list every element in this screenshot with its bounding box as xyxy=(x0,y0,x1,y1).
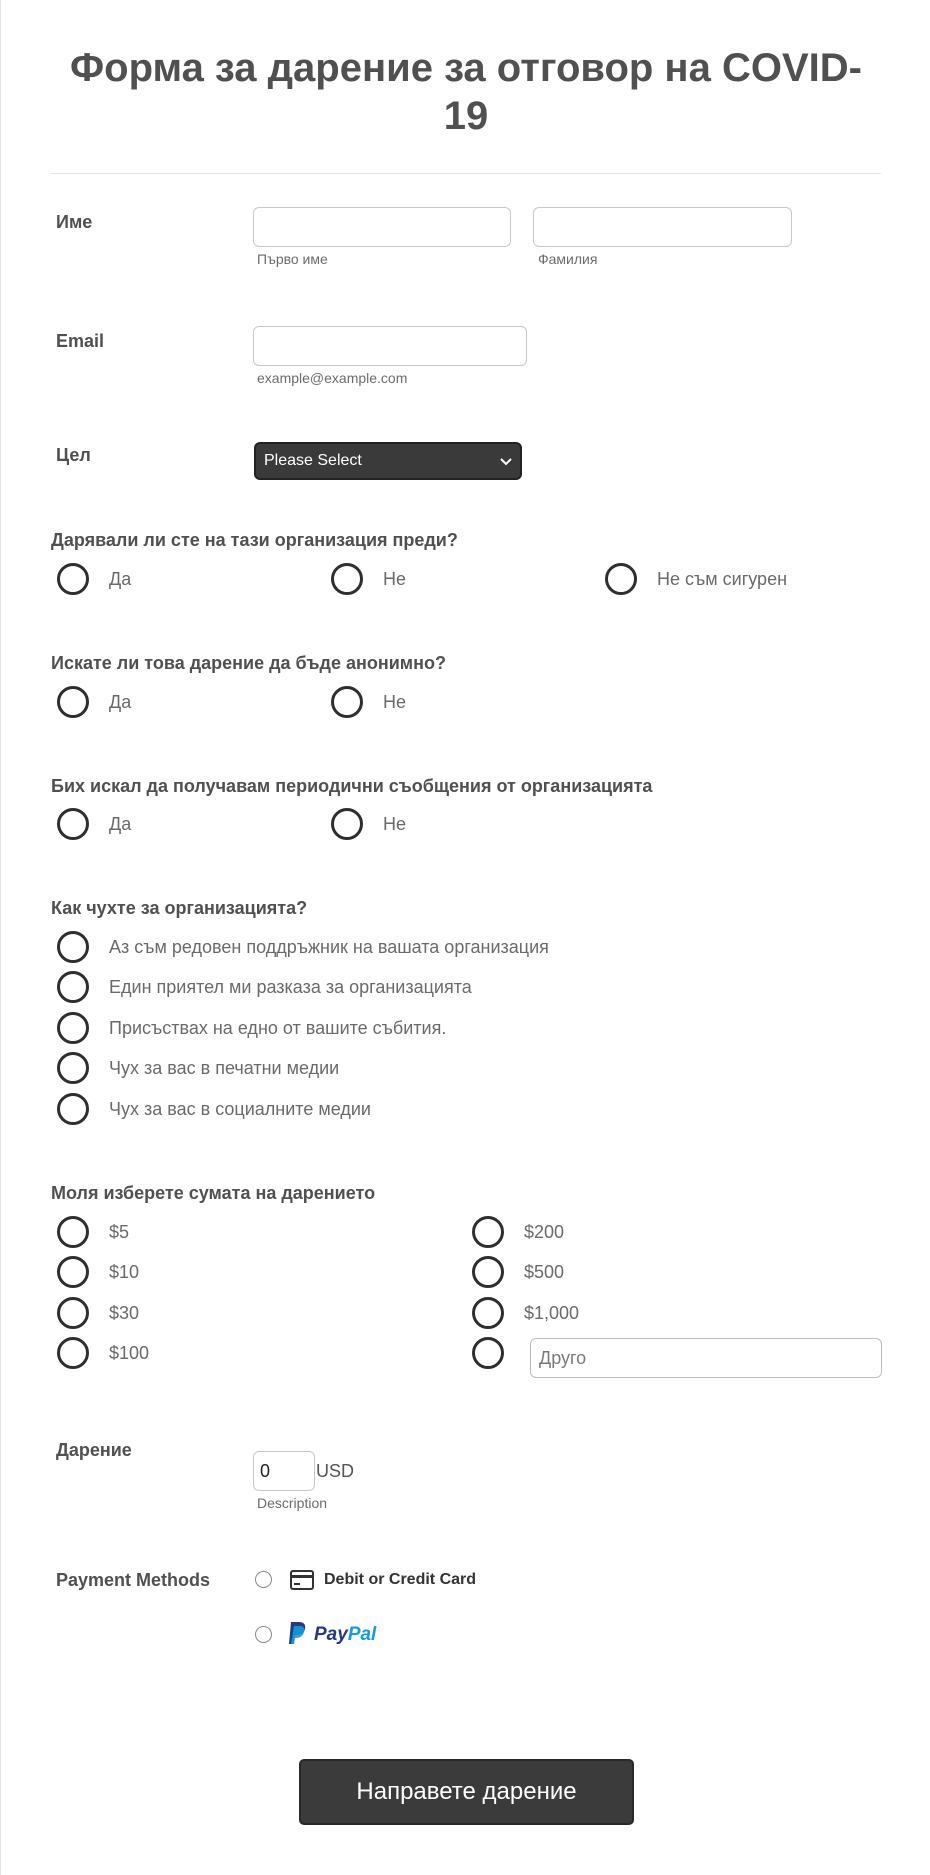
amount-10-label: $10 xyxy=(109,1262,140,1282)
email-sublabel: example@example.com xyxy=(257,370,408,386)
email-input[interactable] xyxy=(253,326,527,366)
goal-label: Цел xyxy=(56,445,91,465)
amount-200-radio[interactable] xyxy=(472,1216,504,1248)
donated-before-no-label: Не xyxy=(383,569,407,589)
donated-before-unsure-label: Не съм сигурен xyxy=(657,569,788,589)
donated-before-unsure-radio[interactable] xyxy=(605,563,637,595)
amount-500-radio[interactable] xyxy=(472,1256,504,1288)
heard-about-option-5-label: Чух за вас в социалните медии xyxy=(109,1099,371,1119)
amount-500-label: $500 xyxy=(524,1262,565,1282)
first-name-sublabel: Първо име xyxy=(257,251,328,267)
name-label: Име xyxy=(56,212,93,232)
donation-sublabel: Description xyxy=(257,1495,328,1511)
amount-question: Моля изберете сумата на дарението xyxy=(51,1183,376,1203)
donated-before-no-radio[interactable] xyxy=(331,563,363,595)
chevron-down-icon xyxy=(500,455,512,467)
heard-about-option-4-label: Чух за вас в печатни медии xyxy=(109,1058,340,1078)
heard-about-option-3-radio[interactable] xyxy=(57,1012,89,1044)
donation-label: Дарение xyxy=(56,1440,132,1460)
first-name-input[interactable] xyxy=(253,207,511,247)
amount-other-radio[interactable] xyxy=(472,1337,504,1369)
paypal-icon xyxy=(287,1621,307,1645)
amount-100-radio[interactable] xyxy=(57,1337,89,1369)
title-divider xyxy=(51,173,881,174)
goal-select-value: Please Select xyxy=(264,452,362,469)
heard-about-option-2-radio[interactable] xyxy=(57,971,89,1003)
anonymous-question: Искате ли това дарение да бъде анонимно? xyxy=(51,653,446,673)
credit-card-icon xyxy=(290,1570,314,1590)
amount-5-label: $5 xyxy=(109,1222,130,1242)
anonymous-yes-label: Да xyxy=(109,692,132,712)
heard-about-option-5-radio[interactable] xyxy=(57,1093,89,1125)
paypal-payment-radio[interactable] xyxy=(255,1626,272,1643)
amount-1000-radio[interactable] xyxy=(472,1297,504,1329)
amount-other-input[interactable]: Друго xyxy=(530,1338,882,1378)
amount-200-label: $200 xyxy=(524,1222,565,1242)
donated-before-question: Дарявали ли сте на тази организация преди? xyxy=(51,530,458,550)
amount-30-label: $30 xyxy=(109,1303,140,1323)
heard-about-question: Как чухте за организацията? xyxy=(51,898,308,918)
donation-amount-input[interactable]: 0 xyxy=(253,1451,315,1491)
heard-about-option-3-label: Присъствах на едно от вашите събития. xyxy=(109,1018,447,1038)
newsletter-no-radio[interactable] xyxy=(331,808,363,840)
heard-about-option-1-radio[interactable] xyxy=(57,931,89,963)
card-payment-label: Debit or Credit Card xyxy=(324,1571,477,1588)
last-name-sublabel: Фамилия xyxy=(538,251,598,267)
paypal-logo-text xyxy=(314,1624,376,1646)
page-title: Форма за дарение за отговор на COVID-19 xyxy=(70,46,862,138)
donated-before-yes-radio[interactable] xyxy=(57,563,89,595)
paypal-logo-pay: Pay xyxy=(314,1624,348,1645)
heard-about-option-2-label: Един приятел ми разказа за организацията xyxy=(109,977,472,997)
submit-donation-button[interactable]: Направете дарение xyxy=(299,1759,634,1825)
email-label: Email xyxy=(56,331,105,351)
amount-10-radio[interactable] xyxy=(57,1256,89,1288)
anonymous-no-label: Не xyxy=(383,692,407,712)
newsletter-question: Бих искал да получавам периодични съобщения от организацията xyxy=(51,776,653,796)
newsletter-yes-radio[interactable] xyxy=(57,808,89,840)
amount-30-radio[interactable] xyxy=(57,1297,89,1329)
newsletter-yes-label: Да xyxy=(109,814,132,834)
heard-about-option-1-label: Аз съм редовен поддръжник на вашата организация xyxy=(109,937,549,957)
card-payment-radio[interactable] xyxy=(255,1571,272,1588)
newsletter-no-label: Не xyxy=(383,814,407,834)
donated-before-yes-label: Да xyxy=(109,569,132,589)
last-name-input[interactable] xyxy=(533,207,792,247)
amount-5-radio[interactable] xyxy=(57,1216,89,1248)
payment-methods-label: Payment Methods xyxy=(56,1570,211,1590)
donation-currency: USD xyxy=(316,1461,355,1481)
paypal-logo-pal: Pal xyxy=(347,1624,377,1645)
heard-about-option-4-radio[interactable] xyxy=(57,1052,89,1084)
amount-1000-label: $1,000 xyxy=(524,1303,580,1323)
anonymous-no-radio[interactable] xyxy=(331,686,363,718)
anonymous-yes-radio[interactable] xyxy=(57,686,89,718)
amount-100-label: $100 xyxy=(109,1343,150,1363)
goal-select[interactable] xyxy=(254,442,522,480)
